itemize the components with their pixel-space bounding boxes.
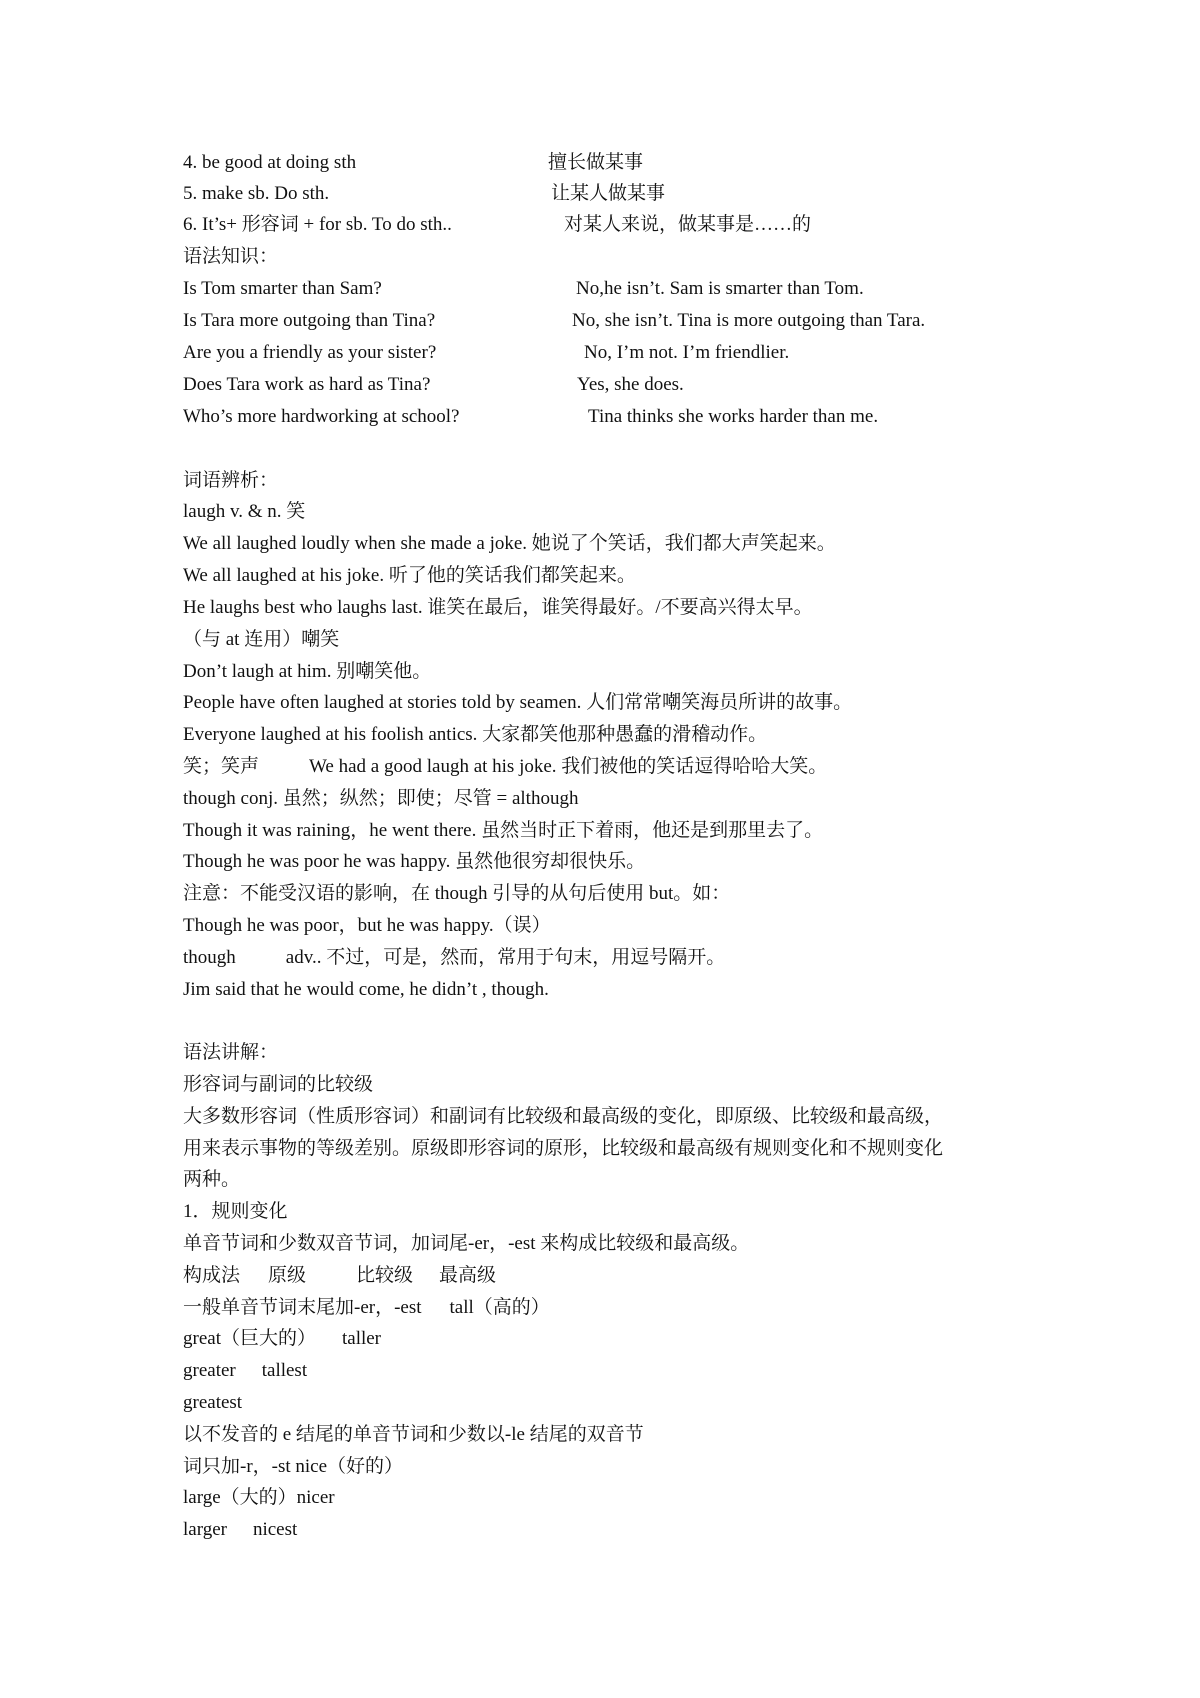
dialogue-question: Does Tara work as hard as Tina? (183, 374, 431, 395)
rule1-row (183, 1391, 242, 1415)
dialogue-answer: No, I’m not. I’m friendlier. (584, 342, 790, 363)
paragraph-line: 两种。 (183, 1169, 241, 1190)
rule1-method: 一般单音节词末尾加-er，-est (183, 1297, 422, 1318)
vocab-line: We all laughed at his joke. 听了他的笑话我们都笑起来。 (183, 565, 636, 586)
rule1-cell: taller (341, 1328, 382, 1349)
dialogue-answer: No,he isn’t. Sam is smarter than Tom. (576, 278, 864, 299)
vocab-line: （与 at 连用）嘲笑 (183, 629, 340, 650)
rule1-line (183, 1296, 550, 1320)
though-adv-line (183, 946, 725, 970)
dialogue-answer: Yes, she does. (577, 374, 684, 395)
phrase-cn: 对某人来说，做某事是……的 (564, 214, 812, 235)
phrase-cn: 擅长做某事 (548, 152, 644, 173)
rule2-cell: larger (183, 1519, 227, 1540)
laugh-noun-line (183, 755, 827, 779)
phrase-cn: 让某人做某事 (551, 183, 666, 204)
vocab-line: Everyone laughed at his foolish antics. 大家都笑他那种愚蠢的滑稽动作。 (183, 724, 768, 745)
table-header (183, 1264, 496, 1288)
dialogue-question: Who’s more hardworking at school? (183, 406, 460, 427)
explain-heading: 语法讲解： (183, 1042, 279, 1063)
rule2-line: 词只加-r，-st nice（好的） (183, 1456, 404, 1477)
laugh-noun-label: 笑；笑声 (183, 756, 260, 777)
though-line: Though he was poor he was happy. 虽然他很穷却很快乐。 (183, 851, 646, 872)
paragraph-line: 用来表示事物的等级差别。原级即形容词的原形，比较级和最高级有规则变化和不规则变化 (183, 1138, 944, 1159)
rule1-row (183, 1359, 307, 1383)
vocab-heading: 词语辨析： (183, 470, 279, 491)
phrase-line (183, 151, 356, 175)
rule2-line: large（大的）nicer (183, 1487, 335, 1508)
though-adv-word: though (183, 947, 236, 968)
rule1-cell: great（巨大的） (183, 1328, 316, 1349)
rule2-line: 以不发音的 e 结尾的单音节词和少数以-le 结尾的双音节 (183, 1424, 644, 1445)
rule-heading: 1．规则变化 (183, 1201, 288, 1222)
though-line: Though it was raining，he went there. 虽然当时正下着雨，他还是到那里去了。 (183, 820, 824, 841)
vocab-line: laugh v. & n. 笑 (183, 501, 306, 522)
vocab-line: People have often laughed at stories told by seamen. 人们常常嘲笑海员所讲的故事。 (183, 692, 853, 713)
though-adv-def: adv.. 不过，可是，然而，常用于句末，用逗号隔开。 (285, 947, 726, 968)
grammar-heading: 语法知识： (183, 246, 279, 267)
rule1-cell: greater (183, 1360, 236, 1381)
header-method: 构成法 (183, 1265, 241, 1286)
rule1-row (183, 1327, 381, 1351)
dialogue-answer: Tina thinks she works harder than me. (588, 406, 879, 427)
dialogue-question: Are you a friendly as your sister? (183, 342, 437, 363)
dialogue-answer: No, she isn’t. Tina is more outgoing than Tara. (572, 310, 926, 331)
phrase-line (183, 213, 452, 237)
rule2-cell: nicest (252, 1519, 298, 1540)
phrase-en: 4. be good at doing sth (183, 152, 357, 173)
rule2-last-line (183, 1518, 297, 1542)
dialogue-question: Is Tom smarter than Sam? (183, 278, 382, 299)
paragraph-line: 大多数形容词（性质形容词）和副词有比较级和最高级的变化，即原级、比较级和最高级， (183, 1106, 944, 1127)
rule-desc: 单音节词和少数双音节词，加词尾-er，-est 来构成比较级和最高级。 (183, 1233, 750, 1254)
though-line: Though he was poor，but he was happy.（误） (183, 915, 551, 936)
vocab-line: He laughs best who laughs last. 谁笑在最后，谁笑得最好。/不要高兴得太早。 (183, 597, 813, 618)
rule1-example: tall（高的） (449, 1297, 550, 1318)
phrase-en: 5. make sb. Do sth. (183, 183, 330, 204)
vocab-line: We all laughed loudly when she made a joke. 她说了个笑话，我们都大声笑起来。 (183, 533, 836, 554)
explain-title: 形容词与副词的比较级 (183, 1074, 374, 1095)
dialogue-question: Is Tara more outgoing than Tina? (183, 310, 436, 331)
phrase-en: 6. It’s+ 形容词 + for sb. To do sth.. (183, 214, 452, 235)
rule1-cell: greatest (183, 1392, 243, 1413)
header-base: 原级 (268, 1265, 307, 1286)
laugh-noun-example: We had a good laugh at his joke. 我们被他的笑话逗得哈哈大笑。 (309, 756, 828, 777)
phrase-line (183, 182, 329, 206)
though-line: 注意：不能受汉语的影响，在 though 引导的从句后使用 but。如： (183, 883, 731, 904)
rule1-cell: tallest (261, 1360, 308, 1381)
header-comparative: 比较级 (356, 1265, 414, 1286)
header-superlative: 最高级 (439, 1265, 497, 1286)
though-example: Jim said that he would come, he didn’t , though. (183, 979, 549, 1000)
though-line: though conj. 虽然；纵然；即使；尽管 = although (183, 788, 579, 809)
vocab-line: Don’t laugh at him. 别嘲笑他。 (183, 661, 432, 682)
